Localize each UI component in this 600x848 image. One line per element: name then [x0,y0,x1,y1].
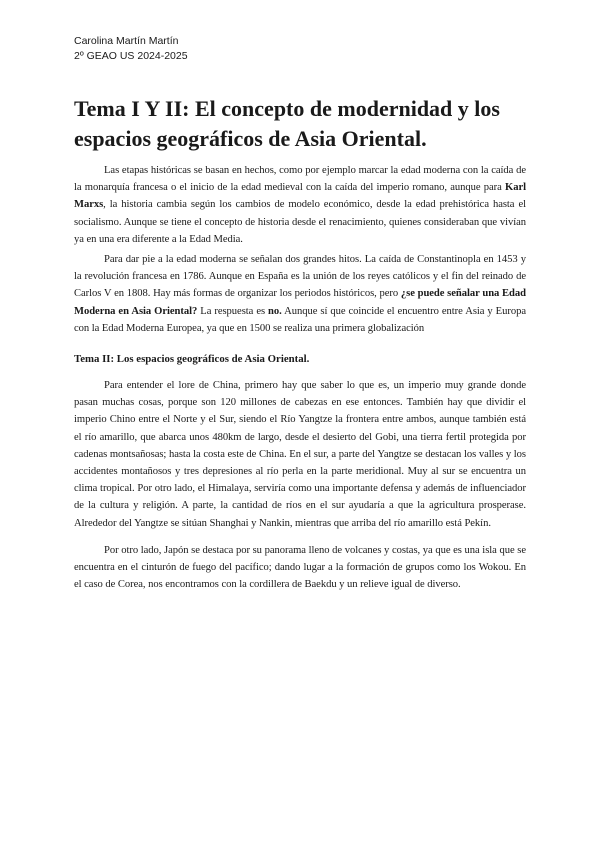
paragraph-text: Para dar pie a la edad moderna se señalan dos grandes hitos. La caída de Constantinopla en 1453 y la revolución francesa en 1786. Aunque en España es la unión de los reyes católicos y el fin del reinado de Carlos V en 1808. Hay más formas de organizar los periodos históricos, pero [74,254,526,300]
paragraph-japon: Por otro lado, Japón se destaca por su panorama lleno de volcanes y costas, ya que es una isla que se encuentra en el cinturón de fuego del pacífico; dando lugar a la formación de grupos como los Wokou. En el caso de Corea, nos encontramos con la cordillera de Baekdu y un relieve igual de diverso. [74,544,526,591]
paragraph-etapas [74,162,526,248]
paragraph-hitos [74,251,526,337]
paragraph-china: Para entender el lore de China, primero hay que saber lo que es, un imperio muy grande donde pasan muchas cosas, porque son 120 millones de cabezas en ese entonces. También hay que dividir el imperio Chino entre el Norte y el Sur, siendo el Río Yangtze la frontera entre ambos, aunque también está el río amarillo, que abarca unos 480km de largo, desde el desierto del Gobi, una tierra fertil protegida por cadenas montsañosas; hasta la costa este de China. En el sur, a parte del Yangtze se destacan los valles y los accidentes montañosos y tres depresiones al río perla en la parte meridional. Muy al sur se encuentra un clima tropical. Por otro lado, el Himalaya, serviría como una importante defensa y además de influenciador de la cultura y religión. A parte, la cantidad de ríos en el sur ayudaría a que la agricultura prosperase. Alrededor del Yangtze se sitúan Shanghai y Nankin, mientras que arriba del río amarillo está Pekín. [74,380,526,529]
paragraph-text: Las etapas históricas se basan en hechos, como por ejemplo marcar la edad moderna con la caída de la monarquía francesa o el inicio de la edad medieval con la caída del imperio romano, aunque para [74,165,526,194]
document-title: Tema I Y II: El concepto de modernidad y los espacios geográficos de Asia Oriental. [74,96,500,151]
bold-answer: no. [268,305,282,317]
paragraph-text: La respuesta es [197,305,269,317]
section-heading: Tema II: Los espacios geográficos de Asia Oriental. [74,353,310,366]
paragraph-text: Aunque sí que coincide el encuentro entre Asia y Europa con la Edad Moderna Europea, ya que en 1500 se realiza una primera globalización [74,305,526,334]
course-label: 2º GEAO US 2024-2025 [74,50,188,62]
bold-name: Karl Marxs [74,182,526,211]
bold-question: ¿se puede señalar una Edad Moderna en Asia Oriental? [74,288,526,317]
paragraph-text: , la historia cambia según los cambios de modelo económico, desde la edad prehistórica hasta el socialismo. Aunque se tiene el concepto de historia desde el renacimiento, quienes consideraban que vivían ya en una era diferente a la Edad Media. [74,199,526,245]
author-name: Carolina Martín Martín [74,35,179,47]
